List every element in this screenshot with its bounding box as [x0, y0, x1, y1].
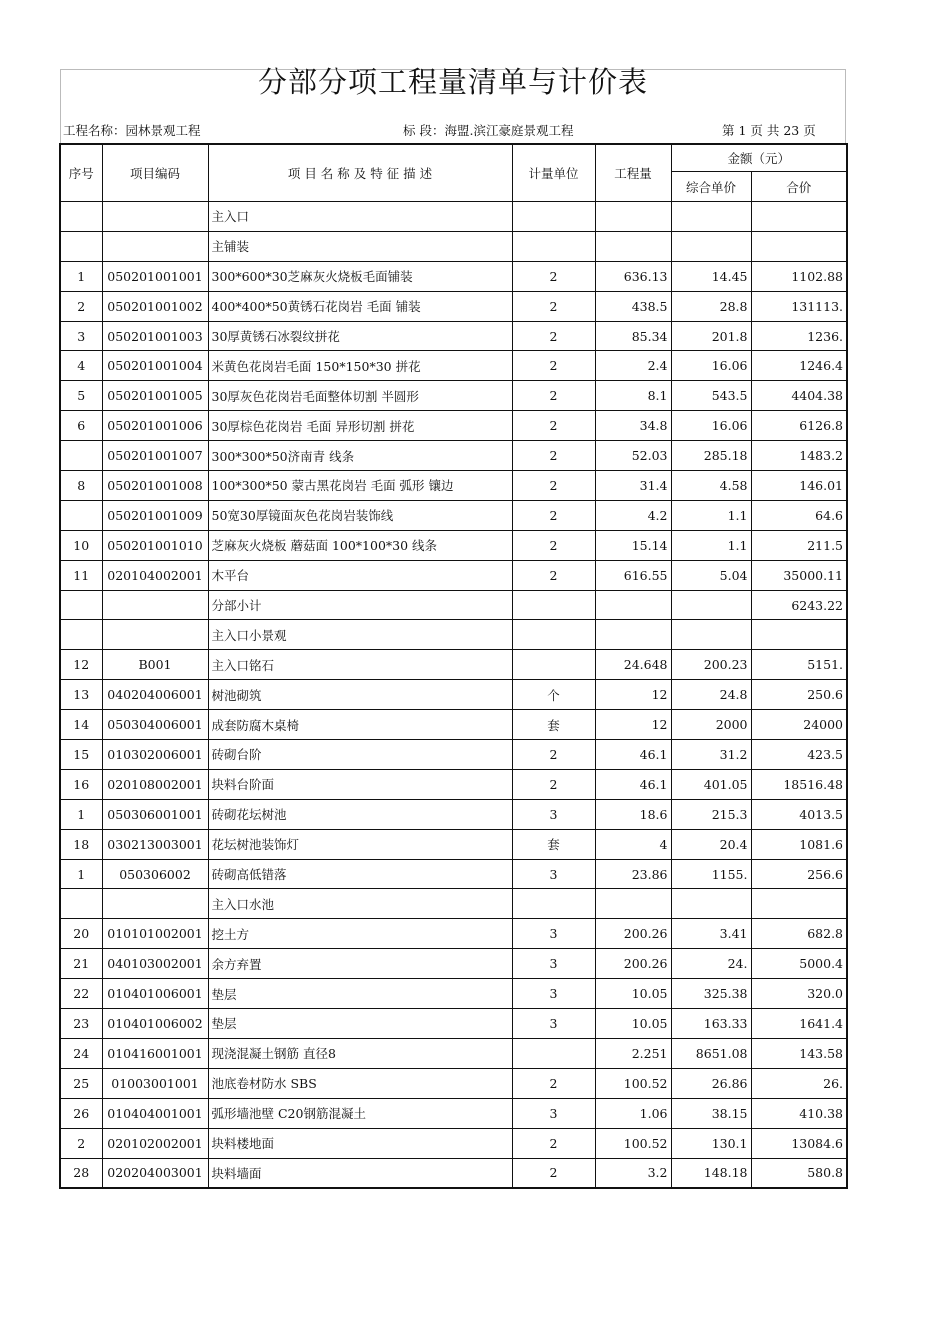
cell-name: 300*300*50济南青 线条: [208, 441, 512, 471]
table-row: [60, 859, 847, 889]
cell-unit-price: 163.33: [671, 1009, 751, 1039]
cell-total: 26.: [751, 1068, 847, 1098]
cell-total: 250.6: [751, 680, 847, 710]
cell-code: 050304006001: [102, 710, 208, 740]
cell-code: 050306002: [102, 859, 208, 889]
cell-name: 米黄色花岗岩毛面 150*150*30 拼花: [208, 351, 512, 381]
cell-unit: [512, 650, 595, 680]
cell-total: [751, 889, 847, 919]
table-row: [60, 620, 847, 650]
cell-qty: 2.251: [595, 1038, 671, 1068]
cell-no: [60, 231, 102, 261]
table-row: [60, 202, 847, 232]
cell-code: 01003001001: [102, 1068, 208, 1098]
cell-code: 010302006001: [102, 740, 208, 770]
cell-qty: [595, 620, 671, 650]
cell-no: 14: [60, 710, 102, 740]
cell-code: 010401006002: [102, 1009, 208, 1039]
cell-unit-price: 3.41: [671, 919, 751, 949]
cell-code: 050201001010: [102, 530, 208, 560]
cell-qty: 15.14: [595, 530, 671, 560]
table-row: [60, 441, 847, 471]
cell-total: 131113.: [751, 291, 847, 321]
table-row: [60, 1068, 847, 1098]
cell-unit: 套: [512, 829, 595, 859]
table-row: [60, 1098, 847, 1128]
cell-name: 块料台阶面: [208, 769, 512, 799]
cell-unit: 2: [512, 441, 595, 471]
cell-total: 1102.88: [751, 261, 847, 291]
cell-unit-price: 8651.08: [671, 1038, 751, 1068]
cell-qty: 200.26: [595, 949, 671, 979]
cell-name: 30厚灰色花岗岩毛面整体切割 半圆形: [208, 381, 512, 411]
cell-name: 主入口小景观: [208, 620, 512, 650]
table-row: [60, 799, 847, 829]
cell-unit: 2: [512, 381, 595, 411]
cell-unit: 2: [512, 471, 595, 501]
cell-total: 211.5: [751, 530, 847, 560]
cell-unit: 3: [512, 949, 595, 979]
cell-name: 400*400*50黄锈石花岗岩 毛面 铺装: [208, 291, 512, 321]
cell-no: [60, 590, 102, 620]
cell-qty: 12: [595, 680, 671, 710]
cell-code: 010401006001: [102, 979, 208, 1009]
cell-no: 6: [60, 411, 102, 441]
cell-name: 分部小计: [208, 590, 512, 620]
cell-unit: 2: [512, 291, 595, 321]
header-total: 合价: [751, 172, 847, 202]
cell-unit-price: [671, 889, 751, 919]
cell-total: [751, 202, 847, 232]
cell-no: 4: [60, 351, 102, 381]
cell-qty: 10.05: [595, 1009, 671, 1039]
cell-no: 15: [60, 740, 102, 770]
cell-unit-price: 201.8: [671, 321, 751, 351]
cell-unit: [512, 231, 595, 261]
cell-qty: 31.4: [595, 471, 671, 501]
cell-unit-price: 26.86: [671, 1068, 751, 1098]
cell-unit-price: 14.45: [671, 261, 751, 291]
table-row: [60, 710, 847, 740]
cell-unit: 3: [512, 799, 595, 829]
cell-name: 垫层: [208, 979, 512, 1009]
cell-qty: 3.2: [595, 1158, 671, 1188]
cell-code: 050201001008: [102, 471, 208, 501]
cell-no: 10: [60, 530, 102, 560]
cell-qty: [595, 889, 671, 919]
cell-unit-price: 148.18: [671, 1158, 751, 1188]
cell-name: 垫层: [208, 1009, 512, 1039]
cell-unit-price: 401.05: [671, 769, 751, 799]
cell-no: [60, 889, 102, 919]
cell-unit-price: [671, 231, 751, 261]
cell-unit-price: 38.15: [671, 1098, 751, 1128]
cell-qty: 52.03: [595, 441, 671, 471]
cell-unit-price: 543.5: [671, 381, 751, 411]
cell-unit-price: [671, 620, 751, 650]
cell-unit-price: 4.58: [671, 471, 751, 501]
cell-unit-price: 215.3: [671, 799, 751, 829]
cell-unit: 3: [512, 919, 595, 949]
cell-total: 35000.11: [751, 560, 847, 590]
section-name: 标 段：海盟.滨江豪庭景观工程: [403, 123, 574, 138]
cell-unit-price: 1.1: [671, 500, 751, 530]
cell-total: 4404.38: [751, 381, 847, 411]
header-amount: 金额（元）: [671, 144, 847, 172]
cell-qty: 46.1: [595, 769, 671, 799]
cell-code: 050201001002: [102, 291, 208, 321]
cell-code: [102, 231, 208, 261]
cell-unit: 2: [512, 560, 595, 590]
cell-total: 6126.8: [751, 411, 847, 441]
cell-no: 2: [60, 1128, 102, 1158]
cell-unit: 3: [512, 979, 595, 1009]
cell-name: 30厚黄锈石冰裂纹拼花: [208, 321, 512, 351]
cell-unit: 3: [512, 1098, 595, 1128]
cell-code: 050306001001: [102, 799, 208, 829]
cell-code: 010416001001: [102, 1038, 208, 1068]
cell-qty: 24.648: [595, 650, 671, 680]
cell-unit: 2: [512, 351, 595, 381]
cell-unit: 个: [512, 680, 595, 710]
cell-qty: 12: [595, 710, 671, 740]
cell-unit-price: 16.06: [671, 351, 751, 381]
table-row: [60, 829, 847, 859]
cell-name: 主铺装: [208, 231, 512, 261]
cell-name: 砖砌高低错落: [208, 859, 512, 889]
table-row: [60, 381, 847, 411]
cell-qty: 18.6: [595, 799, 671, 829]
cell-no: 28: [60, 1158, 102, 1188]
table-row: [60, 291, 847, 321]
cell-name: 花坛树池装饰灯: [208, 829, 512, 859]
cell-unit: 2: [512, 740, 595, 770]
cell-qty: 4: [595, 829, 671, 859]
cell-total: [751, 231, 847, 261]
table-row: [60, 769, 847, 799]
cell-no: 12: [60, 650, 102, 680]
cell-name: 挖土方: [208, 919, 512, 949]
table-row: [60, 560, 847, 590]
cell-total: 1483.2: [751, 441, 847, 471]
table-row: [60, 949, 847, 979]
cell-code: 050201001001: [102, 261, 208, 291]
page-title: 分部分项工程量清单与计价表: [257, 65, 648, 99]
cell-unit: 3: [512, 1009, 595, 1039]
cell-name: 弧形墙池壁 C20钢筋混凝土: [208, 1098, 512, 1128]
cell-name: 树池砌筑: [208, 680, 512, 710]
cell-name: 100*300*50 蒙古黑花岗岩 毛面 弧形 镶边: [208, 471, 512, 501]
table-row: [60, 1158, 847, 1188]
cell-total: 6243.22: [751, 590, 847, 620]
cell-unit: [512, 1038, 595, 1068]
cell-unit-price: 1155.: [671, 859, 751, 889]
cell-unit-price: 24.: [671, 949, 751, 979]
cell-unit: 2: [512, 769, 595, 799]
cell-code: 050201001009: [102, 500, 208, 530]
cell-qty: [595, 590, 671, 620]
cell-no: 18: [60, 829, 102, 859]
table-row: [60, 650, 847, 680]
table-row: [60, 471, 847, 501]
cell-name: 木平台: [208, 560, 512, 590]
cell-unit-price: 200.23: [671, 650, 751, 680]
cell-code: 030213003001: [102, 829, 208, 859]
cell-code: 050201001007: [102, 441, 208, 471]
cell-qty: 100.52: [595, 1128, 671, 1158]
cell-total: 580.8: [751, 1158, 847, 1188]
cell-unit: 2: [512, 261, 595, 291]
cell-no: 20: [60, 919, 102, 949]
cell-total: 410.38: [751, 1098, 847, 1128]
cell-total: 320.0: [751, 979, 847, 1009]
cell-unit-price: 31.2: [671, 740, 751, 770]
header-no: 序号: [60, 144, 102, 202]
table-row: [60, 680, 847, 710]
cell-qty: 200.26: [595, 919, 671, 949]
cell-qty: 438.5: [595, 291, 671, 321]
cell-unit: 2: [512, 411, 595, 441]
header-unit: 计量单位: [512, 144, 595, 202]
cell-no: 3: [60, 321, 102, 351]
cell-total: [751, 620, 847, 650]
page-indicator: 第 1 页 共 23 页: [722, 123, 816, 138]
table-row: [60, 889, 847, 919]
header-unit-price: 综合单价: [671, 172, 751, 202]
cell-qty: [595, 231, 671, 261]
cell-code: [102, 620, 208, 650]
cell-code: [102, 202, 208, 232]
cell-qty: 10.05: [595, 979, 671, 1009]
cell-qty: 4.2: [595, 500, 671, 530]
cell-unit-price: 2000: [671, 710, 751, 740]
cell-no: [60, 202, 102, 232]
cell-code: 040204006001: [102, 680, 208, 710]
cell-no: 22: [60, 979, 102, 1009]
cell-name: 现浇混凝土钢筋 直径8: [208, 1038, 512, 1068]
cell-code: 010101002001: [102, 919, 208, 949]
cell-no: 1: [60, 261, 102, 291]
table-row: [60, 500, 847, 530]
cell-code: 020108002001: [102, 769, 208, 799]
cell-qty: 100.52: [595, 1068, 671, 1098]
cell-unit-price: 285.18: [671, 441, 751, 471]
cell-total: 18516.48: [751, 769, 847, 799]
cell-no: 1: [60, 799, 102, 829]
cell-total: 1246.4: [751, 351, 847, 381]
cell-name: 300*600*30芝麻灰火烧板毛面铺装: [208, 261, 512, 291]
cell-unit: 2: [512, 1128, 595, 1158]
cell-qty: [595, 202, 671, 232]
cell-total: 5000.4: [751, 949, 847, 979]
cell-unit: [512, 620, 595, 650]
cell-no: [60, 500, 102, 530]
cell-name: 砖砌台阶: [208, 740, 512, 770]
cell-unit-price: [671, 202, 751, 232]
cell-unit-price: 5.04: [671, 560, 751, 590]
cell-no: 5: [60, 381, 102, 411]
table-row: [60, 321, 847, 351]
table-header-row-1: [60, 144, 847, 172]
cell-unit: 2: [512, 1068, 595, 1098]
table-row: [60, 1128, 847, 1158]
cell-qty: 1.06: [595, 1098, 671, 1128]
cell-name: 成套防腐木桌椅: [208, 710, 512, 740]
cell-no: 23: [60, 1009, 102, 1039]
table-row: [60, 351, 847, 381]
cell-unit: [512, 590, 595, 620]
cell-unit: 2: [512, 1158, 595, 1188]
cell-unit-price: [671, 590, 751, 620]
table-row: [60, 919, 847, 949]
cell-name: 芝麻灰火烧板 蘑菇面 100*100*30 线条: [208, 530, 512, 560]
cell-total: 256.6: [751, 859, 847, 889]
cell-qty: 636.13: [595, 261, 671, 291]
cell-name: 池底卷材防水 SBS: [208, 1068, 512, 1098]
table-row: [60, 1009, 847, 1039]
cell-no: [60, 620, 102, 650]
cell-unit: 3: [512, 859, 595, 889]
cell-unit: 2: [512, 500, 595, 530]
project-name: 工程名称：园林景观工程: [63, 123, 201, 138]
table-row: [60, 530, 847, 560]
cell-code: 050201001003: [102, 321, 208, 351]
cell-unit-price: 28.8: [671, 291, 751, 321]
cell-name: 块料墙面: [208, 1158, 512, 1188]
cell-qty: 34.8: [595, 411, 671, 441]
cell-no: 11: [60, 560, 102, 590]
cell-total: 24000: [751, 710, 847, 740]
cell-code: 020104002001: [102, 560, 208, 590]
cell-name: 50宽30厚镜面灰色花岗岩装饰线: [208, 500, 512, 530]
cell-unit-price: 1.1: [671, 530, 751, 560]
cell-name: 主入口水池: [208, 889, 512, 919]
cell-total: 13084.6: [751, 1128, 847, 1158]
cell-no: 21: [60, 949, 102, 979]
cell-no: 13: [60, 680, 102, 710]
cell-unit: [512, 889, 595, 919]
cell-no: 16: [60, 769, 102, 799]
cell-unit-price: 130.1: [671, 1128, 751, 1158]
cell-total: 1236.: [751, 321, 847, 351]
cell-qty: 8.1: [595, 381, 671, 411]
cell-no: [60, 441, 102, 471]
cell-name: 主入口铭石: [208, 650, 512, 680]
cell-unit: 2: [512, 321, 595, 351]
table-row: [60, 411, 847, 441]
cell-total: 64.6: [751, 500, 847, 530]
table-row: [60, 261, 847, 291]
cell-no: 2: [60, 291, 102, 321]
cell-name: 主入口: [208, 202, 512, 232]
cell-no: 25: [60, 1068, 102, 1098]
cell-total: 143.58: [751, 1038, 847, 1068]
header-code: 项目编码: [102, 144, 208, 202]
cell-total: 1641.4: [751, 1009, 847, 1039]
cell-unit-price: 16.06: [671, 411, 751, 441]
cell-name: 余方弃置: [208, 949, 512, 979]
header-name: 项 目 名 称 及 特 征 描 述: [208, 144, 512, 202]
cell-unit-price: 325.38: [671, 979, 751, 1009]
cell-total: 682.8: [751, 919, 847, 949]
cell-qty: 616.55: [595, 560, 671, 590]
cell-code: 040103002001: [102, 949, 208, 979]
cell-code: [102, 889, 208, 919]
cell-code: [102, 590, 208, 620]
cell-code: 050201001004: [102, 351, 208, 381]
cell-name: 块料楼地面: [208, 1128, 512, 1158]
cell-no: 8: [60, 471, 102, 501]
cell-code: B001: [102, 650, 208, 680]
bill-of-quantities-table: [59, 143, 848, 1189]
cell-unit-price: 20.4: [671, 829, 751, 859]
cell-name: 30厚棕色花岗岩 毛面 异形切割 拼花: [208, 411, 512, 441]
cell-name: 砖砌花坛树池: [208, 799, 512, 829]
cell-qty: 2.4: [595, 351, 671, 381]
cell-code: 020102002001: [102, 1128, 208, 1158]
cell-total: 423.5: [751, 740, 847, 770]
cell-qty: 85.34: [595, 321, 671, 351]
cell-no: 24: [60, 1038, 102, 1068]
cell-qty: 23.86: [595, 859, 671, 889]
header-qty: 工程量: [595, 144, 671, 202]
cell-total: 1081.6: [751, 829, 847, 859]
table-row: [60, 740, 847, 770]
table-row: [60, 590, 847, 620]
cell-code: 050201001006: [102, 411, 208, 441]
cell-unit: 套: [512, 710, 595, 740]
cell-code: 020204003001: [102, 1158, 208, 1188]
cell-code: 010404001001: [102, 1098, 208, 1128]
cell-total: 4013.5: [751, 799, 847, 829]
table-row: [60, 231, 847, 261]
cell-unit: 2: [512, 530, 595, 560]
cell-unit: [512, 202, 595, 232]
cell-total: 5151.: [751, 650, 847, 680]
cell-qty: 46.1: [595, 740, 671, 770]
cell-no: 1: [60, 859, 102, 889]
cell-code: 050201001005: [102, 381, 208, 411]
cell-no: 26: [60, 1098, 102, 1128]
cell-unit-price: 24.8: [671, 680, 751, 710]
table-row: [60, 979, 847, 1009]
cell-total: 146.01: [751, 471, 847, 501]
table-row: [60, 1038, 847, 1068]
